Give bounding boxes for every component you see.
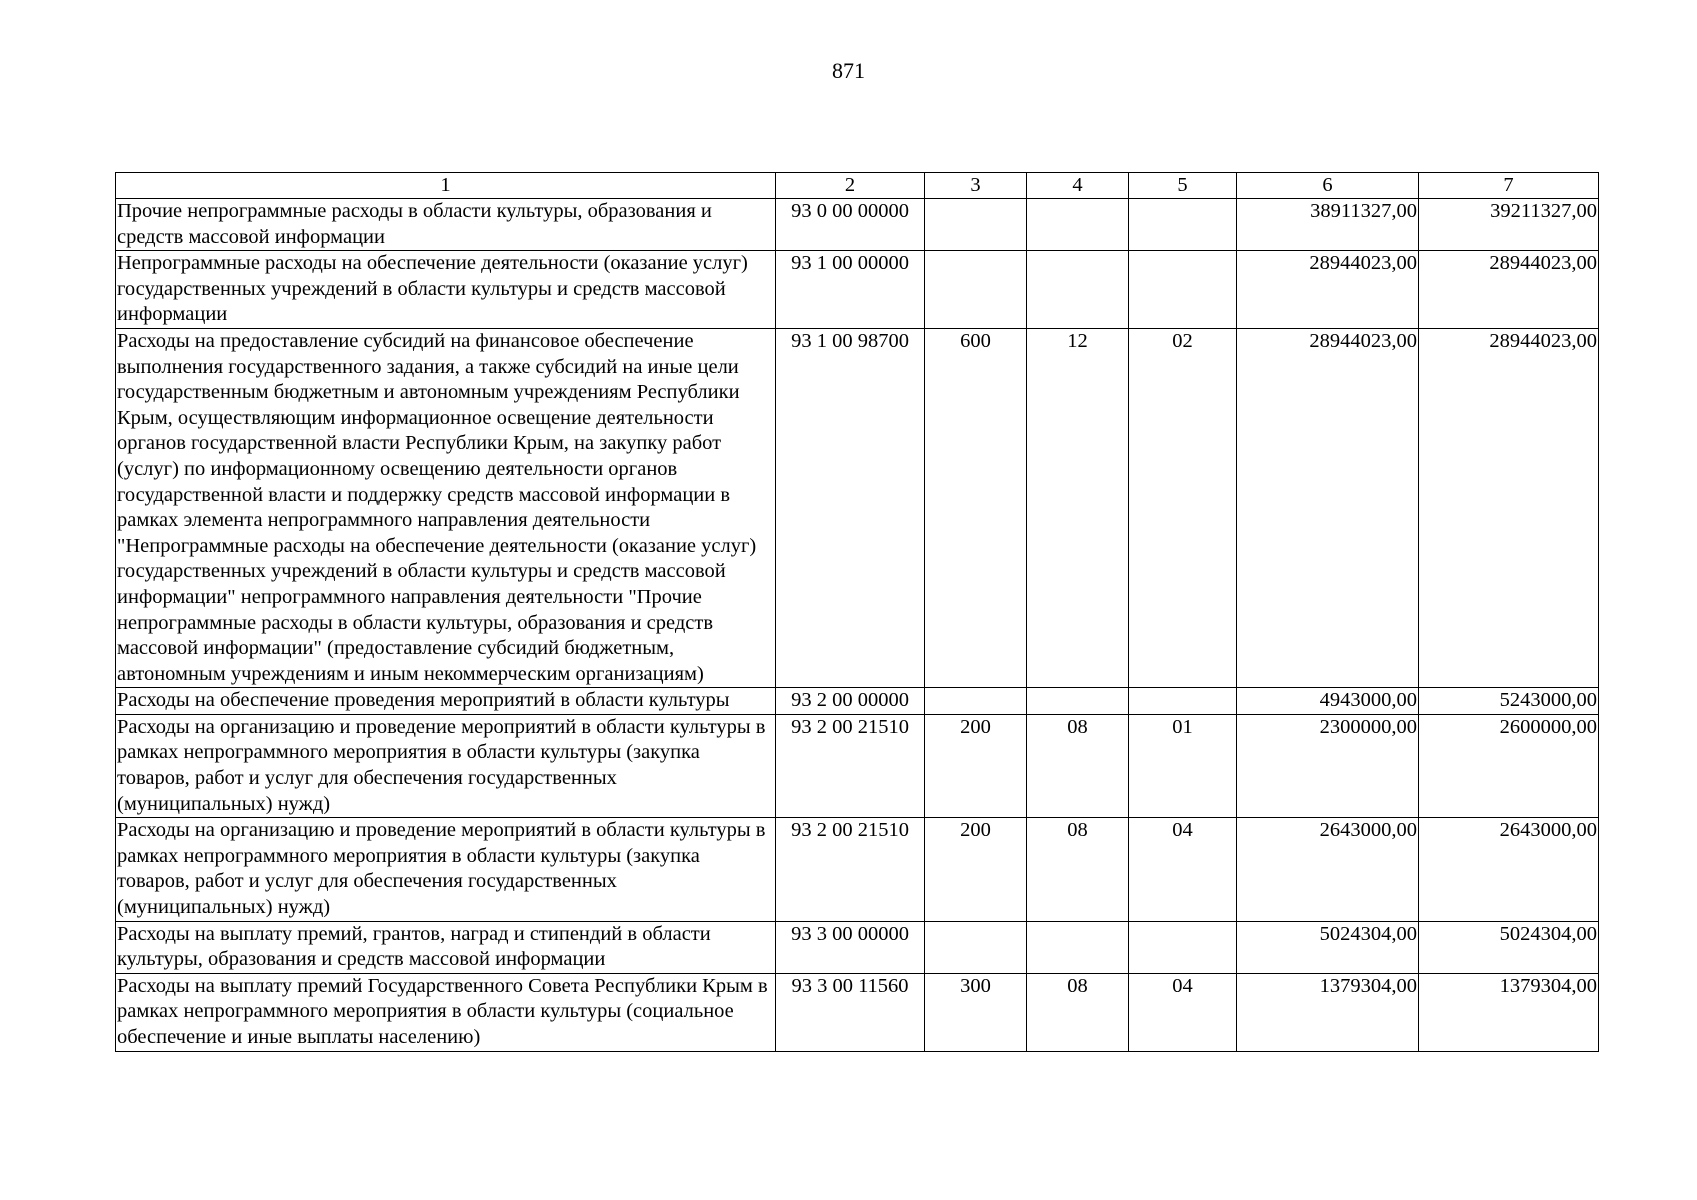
amount-col-7: 28944023,00	[1419, 251, 1599, 329]
section-code	[1027, 688, 1129, 715]
subsection-code: 02	[1129, 328, 1237, 687]
amount-col-6: 1379304,00	[1237, 973, 1419, 1051]
amount-col-7: 28944023,00	[1419, 328, 1599, 687]
subsection-code: 01	[1129, 714, 1237, 817]
section-code: 08	[1027, 714, 1129, 817]
header-col-4: 4	[1027, 173, 1129, 199]
amount-col-6: 5024304,00	[1237, 921, 1419, 973]
header-row	[116, 173, 1599, 199]
section-code	[1027, 251, 1129, 329]
subsection-code	[1129, 921, 1237, 973]
subsection-code	[1129, 251, 1237, 329]
header-col-7: 7	[1419, 173, 1599, 199]
table-row	[116, 328, 1599, 687]
section-code: 12	[1027, 328, 1129, 687]
section-code	[1027, 199, 1129, 251]
expense-name: Расходы на организацию и проведение мероприятий в области культуры в рамках непрограммного мероприятия в области культуры (закупка товаров, работ и услуг для обеспечения государственных (муниципальных) нужд)	[116, 714, 776, 817]
budget-table	[115, 172, 1599, 1052]
amount-col-7: 5024304,00	[1419, 921, 1599, 973]
target-article-code: 93 2 00 21510	[776, 818, 925, 921]
expense-type-code: 300	[925, 973, 1027, 1051]
target-article-code: 93 3 00 11560	[776, 973, 925, 1051]
table-row	[116, 973, 1599, 1051]
subsection-code: 04	[1129, 818, 1237, 921]
expense-type-code	[925, 688, 1027, 715]
table-row	[116, 688, 1599, 715]
amount-col-6: 28944023,00	[1237, 328, 1419, 687]
expense-type-code	[925, 199, 1027, 251]
amount-col-6: 4943000,00	[1237, 688, 1419, 715]
expense-type-code	[925, 251, 1027, 329]
header-col-1: 1	[116, 173, 776, 199]
header-col-2: 2	[776, 173, 925, 199]
table-row	[116, 818, 1599, 921]
expense-type-code: 200	[925, 818, 1027, 921]
header-col-3: 3	[925, 173, 1027, 199]
expense-name: Расходы на выплату премий Государственного Совета Республики Крым в рамках непрограммного мероприятия в области культуры (социальное обеспечение и иные выплаты населению)	[116, 973, 776, 1051]
table-row	[116, 714, 1599, 817]
amount-col-6: 2643000,00	[1237, 818, 1419, 921]
expense-type-code: 600	[925, 328, 1027, 687]
amount-col-6: 28944023,00	[1237, 251, 1419, 329]
expense-name: Расходы на обеспечение проведения мероприятий в области культуры	[116, 688, 776, 715]
page-number: 871	[832, 58, 865, 83]
amount-col-6: 38911327,00	[1237, 199, 1419, 251]
amount-col-7: 5243000,00	[1419, 688, 1599, 715]
expense-type-code: 200	[925, 714, 1027, 817]
target-article-code: 93 0 00 00000	[776, 199, 925, 251]
expense-name: Расходы на предоставление субсидий на финансовое обеспечение выполнения государственного задания, а также субсидий на иные цели государственным бюджетным и автономным учреждениям Республики Крым, осуществляющим информационное освещение деятельности органов государственной власти Республики Крым, на закупку работ (услуг) по информационному освещению деятельности органов государственной власти и поддержку средств массовой информации в рамках элемента непрограммного направления деятельности "Непрограммные расходы на обеспечение деятельности (оказание услуг) государственных учреждений в области культуры и средств массовой информации" непрограммного направления деятельности "Прочие непрограммные расходы в области культуры, образования и средств массовой информации" (предоставление субсидий бюджетным, автономным учреждениям и иным некоммерческим организациям)	[116, 328, 776, 687]
expense-name: Расходы на организацию и проведение мероприятий в области культуры в рамках непрограммного мероприятия в области культуры (закупка товаров, работ и услуг для обеспечения государственных (муниципальных) нужд)	[116, 818, 776, 921]
expense-type-code	[925, 921, 1027, 973]
header-col-6: 6	[1237, 173, 1419, 199]
target-article-code: 93 1 00 00000	[776, 251, 925, 329]
table-row	[116, 251, 1599, 329]
subsection-code	[1129, 688, 1237, 715]
expense-name: Прочие непрограммные расходы в области культуры, образования и средств массовой информации	[116, 199, 776, 251]
amount-col-7: 2643000,00	[1419, 818, 1599, 921]
table-row	[116, 199, 1599, 251]
expense-name: Расходы на выплату премий, грантов, наград и стипендий в области культуры, образования и средств массовой информации	[116, 921, 776, 973]
section-code	[1027, 921, 1129, 973]
table-row	[116, 921, 1599, 973]
subsection-code	[1129, 199, 1237, 251]
section-code: 08	[1027, 818, 1129, 921]
target-article-code: 93 2 00 21510	[776, 714, 925, 817]
amount-col-7: 39211327,00	[1419, 199, 1599, 251]
target-article-code: 93 1 00 98700	[776, 328, 925, 687]
header-col-5: 5	[1129, 173, 1237, 199]
target-article-code: 93 3 00 00000	[776, 921, 925, 973]
section-code: 08	[1027, 973, 1129, 1051]
amount-col-6: 2300000,00	[1237, 714, 1419, 817]
expense-name: Непрограммные расходы на обеспечение деятельности (оказание услуг) государственных учреждений в области культуры и средств массовой информации	[116, 251, 776, 329]
amount-col-7: 1379304,00	[1419, 973, 1599, 1051]
subsection-code: 04	[1129, 973, 1237, 1051]
amount-col-7: 2600000,00	[1419, 714, 1599, 817]
target-article-code: 93 2 00 00000	[776, 688, 925, 715]
